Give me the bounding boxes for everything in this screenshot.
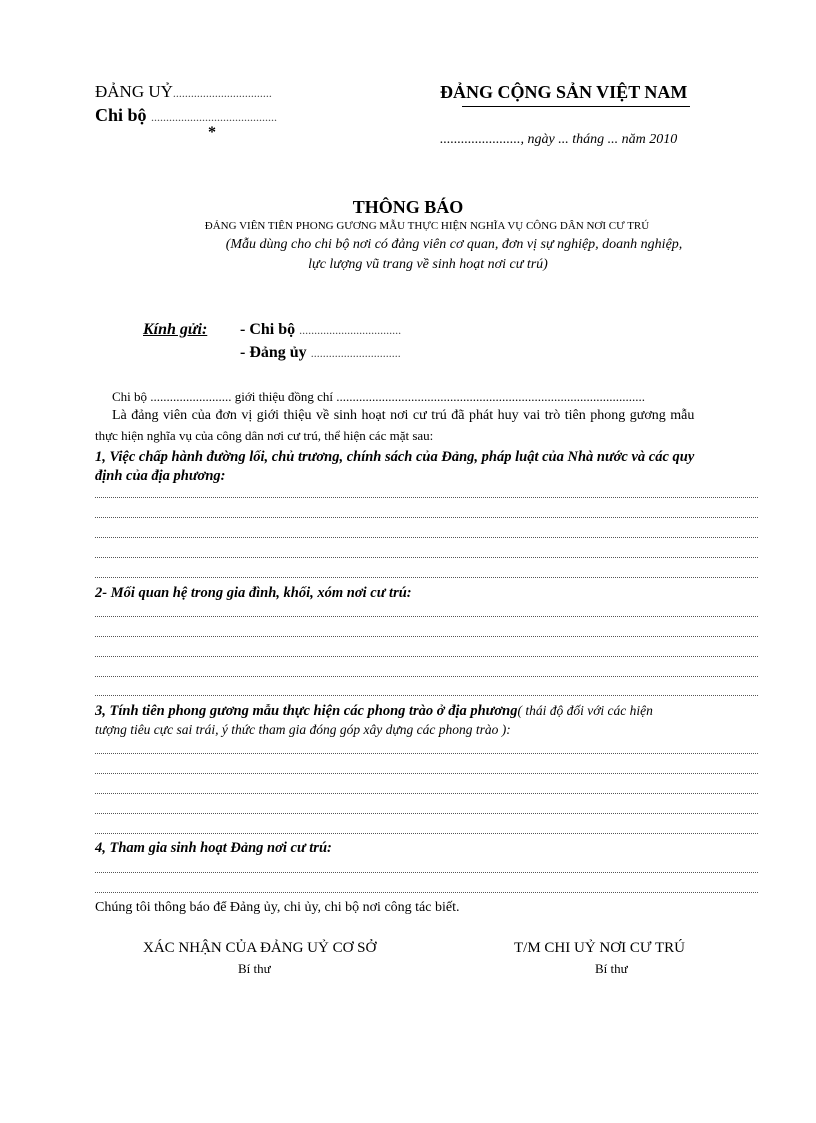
chi-bo-label: Chi bộ ..........................................: [95, 105, 278, 125]
section3-heading-line2: tượng tiêu cực sai trái, ý thức tham gia đóng góp xây dựng các phong trào ):: [95, 722, 511, 737]
right-signature-title: T/M CHI UỶ NƠI CƯ TRÚ: [514, 940, 685, 956]
intro-line2: Là đảng viên của đơn vị giới thiệu về sinh hoạt nơi cư trú đã phát huy vai trò tiên phong gương mẫu: [112, 408, 695, 423]
section3-answer-line[interactable]: [95, 792, 758, 794]
chi-bo-field[interactable]: ..........................................: [151, 110, 278, 124]
intro-line1[interactable]: Chi bộ ......................... giới thiệu đồng chí ...............................................................................................: [112, 389, 646, 404]
section3-answer-line[interactable]: [95, 752, 758, 754]
section2-heading: 2- Mối quan hệ trong gia đình, khối, xóm nơi cư trú:: [95, 585, 412, 601]
right-signature-role: Bí thư: [595, 961, 628, 976]
section2-answer-line[interactable]: [95, 694, 758, 696]
date-line[interactable]: ......................., ngày ... tháng ... năm 2010: [440, 132, 678, 147]
section1-heading-line1: 1, Việc chấp hành đường lối, chủ trương, chính sách của Đảng, pháp luật của Nhà nước và các quy: [95, 449, 695, 465]
recipient-chibo-field[interactable]: ..................................: [299, 323, 402, 337]
recipient-chibo: - Chi bộ ..................................: [240, 321, 402, 338]
intro-line3: thực hiện nghĩa vụ của công dân nơi cư trú, thể hiện các mặt sau:: [95, 428, 434, 443]
section3-answer-line[interactable]: [95, 772, 758, 774]
section1-answer-line[interactable]: [95, 556, 758, 558]
party-committee-field[interactable]: .................................: [172, 86, 272, 100]
section1-heading-line2: định của địa phương:: [95, 468, 226, 484]
section2-answer-line[interactable]: [95, 655, 758, 657]
document-subtitle: ĐẢNG VIÊN TIÊN PHONG GƯƠNG MẪU THỰC HIỆN NGHĨA VỤ CÔNG DÂN NƠI CƯ TRÚ: [204, 220, 650, 232]
section3-answer-line[interactable]: [95, 812, 758, 814]
left-signature-title: XÁC NHẬN CỦA ĐẢNG UỶ CƠ SỞ: [143, 940, 377, 956]
section1-answer-line[interactable]: [95, 516, 758, 518]
template-note-line2: lực lượng vũ trang về sinh hoạt nơi cư trú): [308, 257, 548, 272]
section4-answer-line[interactable]: [95, 871, 758, 873]
closing-statement: Chúng tôi thông báo để Đảng ủy, chi ủy, chi bộ nơi công tác biết.: [95, 900, 460, 915]
section4-answer-line[interactable]: [95, 891, 758, 893]
recipient-danguy-field[interactable]: ..............................: [310, 346, 401, 360]
section3-heading-line1: 3, Tính tiên phong gương mẫu thực hiện các phong trào ở địa phương( thái độ đối với các hiện: [95, 703, 653, 719]
recipient-danguy: - Đảng ủy ..............................: [240, 344, 401, 361]
section1-answer-line[interactable]: [95, 496, 758, 498]
section2-answer-line[interactable]: [95, 615, 758, 617]
section3-answer-line[interactable]: [95, 832, 758, 834]
title-underline: [462, 106, 690, 107]
left-signature-role: Bí thư: [238, 961, 271, 976]
party-title: ĐẢNG CỘNG SẢN VIỆT NAM: [440, 82, 688, 102]
section1-answer-line[interactable]: [95, 536, 758, 538]
party-committee-label: ĐẢNG UỶ.................................: [95, 82, 272, 101]
section2-answer-line[interactable]: [95, 675, 758, 677]
recipient-label: Kính gửi:: [143, 321, 208, 338]
template-note-line1: (Mẫu dùng cho chi bộ nơi có đảng viên cơ quan, đơn vị sự nghiệp, doanh nghiệp,: [225, 237, 683, 252]
star-mark: *: [208, 124, 216, 141]
section1-answer-line[interactable]: [95, 576, 758, 578]
document-title: THÔNG BÁO: [352, 197, 464, 217]
section2-answer-line[interactable]: [95, 635, 758, 637]
section4-heading: 4, Tham gia sinh hoạt Đảng nơi cư trú:: [95, 840, 332, 856]
